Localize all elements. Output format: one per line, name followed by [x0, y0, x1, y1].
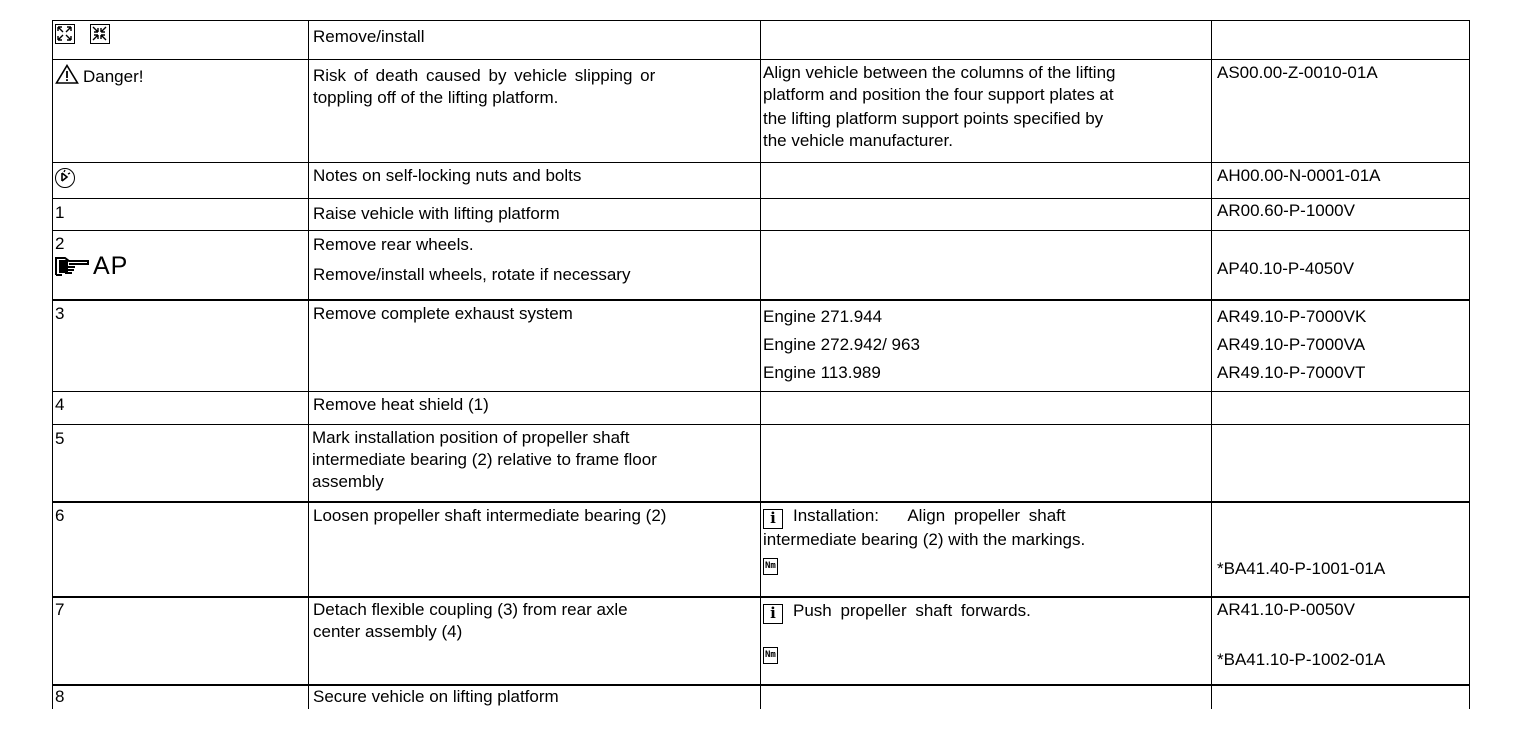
action-cell	[309, 199, 761, 231]
info-text: platform and position the four support plates at	[763, 85, 1114, 104]
info-text: the lifting platform support points specified by	[763, 109, 1104, 128]
reference-text: *BA41.40-P-1001-01A	[1217, 558, 1386, 578]
info-cell	[761, 60, 1212, 163]
info-cell	[761, 21, 1212, 60]
reference-cell	[1212, 231, 1470, 300]
step-number: 7	[55, 599, 65, 619]
action-cell	[309, 392, 761, 425]
table-row	[53, 199, 1470, 231]
step-cell	[53, 502, 309, 597]
step-number: 4	[55, 395, 65, 414]
action-cell	[309, 21, 761, 60]
action-text: Remove rear wheels.	[313, 235, 474, 254]
action-text: Risk of death caused by vehicle slipping or	[313, 66, 656, 85]
reference-cell	[1212, 300, 1470, 392]
reference-text: AR49.10-P-7000VA	[1217, 334, 1366, 354]
step-cell	[53, 392, 309, 425]
engine-text: Engine 113.989	[763, 362, 881, 382]
table-row	[53, 502, 1470, 597]
reference-text: AR49.10-P-7000VK	[1217, 306, 1367, 326]
reference-cell	[1212, 685, 1470, 709]
reference-text: AR00.60-P-1000V	[1217, 201, 1355, 220]
torque-nm-icon: Nm	[763, 647, 778, 664]
step-cell	[53, 685, 309, 709]
action-cell	[309, 163, 761, 199]
torque-nm-icon: Nm	[763, 558, 778, 575]
action-text: Remove heat shield (1)	[313, 395, 489, 414]
table-row	[53, 685, 1470, 709]
info-text: intermediate bearing (2) with the markings.	[763, 529, 1086, 549]
step-cell	[53, 231, 309, 300]
info-cell	[761, 502, 1212, 597]
reference-cell	[1212, 502, 1470, 597]
step-number: 2	[55, 234, 65, 253]
reference-cell	[1212, 21, 1470, 60]
step-number: 5	[55, 429, 65, 448]
reference-cell	[1212, 60, 1470, 163]
pointing-hand-icon	[55, 252, 129, 280]
action-text: Remove complete exhaust system	[313, 303, 573, 323]
self-locking-nut-icon	[55, 168, 75, 188]
step-cell	[53, 199, 309, 231]
engine-text: Engine 271.944	[763, 306, 883, 326]
reference-cell	[1212, 392, 1470, 425]
info-cell	[761, 163, 1212, 199]
info-cell	[761, 425, 1212, 502]
action-text: Secure vehicle on lifting platform	[313, 686, 559, 706]
action-text: Detach flexible coupling (3) from rear axle	[313, 599, 628, 619]
table-row	[53, 21, 1470, 60]
step-cell	[53, 300, 309, 392]
action-cell	[309, 597, 761, 685]
info-cell	[761, 199, 1212, 231]
action-text: intermediate bearing (2) relative to frame floor	[312, 450, 657, 469]
action-cell	[309, 502, 761, 597]
reference-text: AS00.00-Z-0010-01A	[1217, 63, 1378, 82]
engine-text: Engine 272.942/ 963	[763, 334, 920, 354]
action-cell	[309, 231, 761, 300]
table-row	[53, 163, 1470, 199]
reference-text: *BA41.10-P-1002-01A	[1217, 649, 1386, 669]
step-cell	[53, 60, 309, 163]
action-cell	[309, 425, 761, 502]
reference-text: AP40.10-P-4050V	[1217, 259, 1355, 278]
info-cell	[761, 300, 1212, 392]
step-number: 6	[55, 505, 65, 525]
table-row	[53, 425, 1470, 502]
procedure-table	[52, 20, 1470, 709]
info-text: Align vehicle between the columns of the lifting	[763, 63, 1116, 82]
action-cell	[309, 685, 761, 709]
info-cell	[761, 392, 1212, 425]
reference-cell	[1212, 199, 1470, 231]
action-text: assembly	[312, 472, 384, 491]
reference-text: AR41.10-P-0050V	[1217, 599, 1355, 619]
installation-label: Installation:	[793, 505, 879, 525]
step-number: 8	[55, 686, 65, 706]
action-text: Notes on self-locking nuts and bolts	[313, 166, 582, 185]
remove-icon	[55, 24, 75, 44]
info-text: Push propeller shaft forwards.	[793, 600, 1031, 620]
step-cell	[53, 597, 309, 685]
info-text: Align propeller shaft	[907, 505, 1066, 525]
info-icon: i	[763, 604, 783, 624]
danger-label: Danger!	[83, 67, 144, 86]
step-number: 1	[55, 203, 65, 222]
install-icon	[90, 24, 110, 44]
reference-cell	[1212, 163, 1470, 199]
action-text: Mark installation position of propeller shaft	[312, 428, 630, 447]
info-cell	[761, 685, 1212, 709]
info-cell	[761, 231, 1212, 300]
info-text: the vehicle manufacturer.	[763, 131, 953, 150]
step-number: 3	[55, 303, 65, 323]
reference-text: AR49.10-P-7000VT	[1217, 362, 1366, 382]
step-cell	[53, 163, 309, 199]
table-row	[53, 392, 1470, 425]
reference-cell	[1212, 425, 1470, 502]
table-row	[53, 231, 1470, 300]
warning-triangle-icon	[55, 64, 79, 84]
info-icon: i	[763, 509, 783, 529]
action-cell	[309, 300, 761, 392]
action-text: Remove/install wheels, rotate if necessary	[313, 265, 631, 284]
ap-label: AP	[93, 252, 129, 280]
action-text: toppling off of the lifting platform.	[313, 88, 559, 107]
table-row	[53, 60, 1470, 163]
step-cell	[53, 425, 309, 502]
action-text: Raise vehicle with lifting platform	[313, 204, 560, 223]
table-row	[53, 597, 1470, 685]
action-text: Loosen propeller shaft intermediate bearing (2)	[313, 505, 667, 525]
reference-cell	[1212, 597, 1470, 685]
action-cell	[309, 60, 761, 163]
reference-text: AH00.00-N-0001-01A	[1217, 166, 1381, 185]
action-text: center assembly (4)	[313, 621, 463, 641]
table-row	[53, 300, 1470, 392]
step-cell	[53, 21, 309, 60]
info-cell	[761, 597, 1212, 685]
action-text: Remove/install	[313, 27, 425, 46]
